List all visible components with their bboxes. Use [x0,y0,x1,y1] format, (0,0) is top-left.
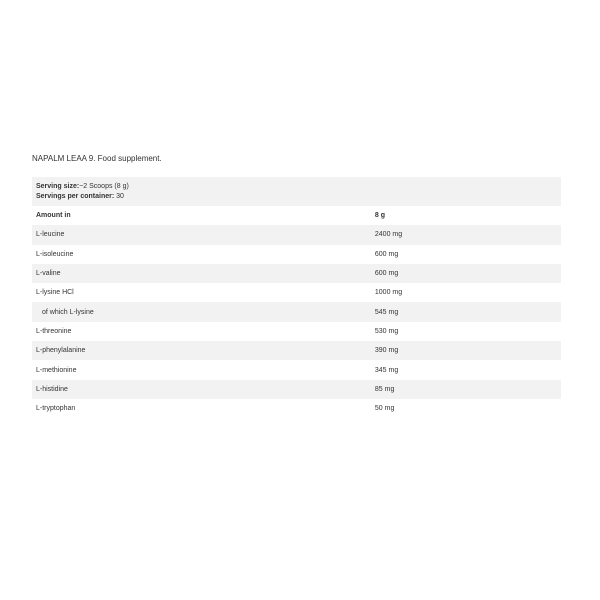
nutrient-name: L-leucine [32,225,371,244]
serving-size-value: ~2 Scoops (8 g) [79,182,129,190]
table-row [32,341,561,360]
serving-info-cell [32,177,561,206]
nutrient-name: L-threonine [36,327,72,335]
table-row [32,283,561,302]
servings-per-container-line [36,192,557,202]
servings-per-container-label: Servings per container: [36,192,115,200]
nutrient-name: L-lysine HCl [36,289,74,297]
table-row [32,380,561,399]
header-name-cell: Amount in [36,212,71,220]
serving-info-row [32,177,561,206]
nutrient-name: L-methionine [36,366,77,374]
nutrient-value: 2400 mg [371,225,561,244]
nutrient-value: 345 mg [374,366,399,374]
nutrient-value: 390 mg [371,341,561,360]
nutrient-value: 545 mg [371,302,561,321]
nutrient-value: 600 mg [371,264,561,283]
nutrition-facts-table [32,177,561,418]
table-header-row [32,206,561,225]
nutrient-value: 50 mg [374,405,395,413]
nutrient-name: L-phenylalanine [32,341,371,360]
table-row [32,399,561,418]
nutrient-name: of which L-lysine [32,302,371,321]
nutrient-value: 530 mg [374,327,399,335]
nutrient-value: 1000 mg [374,289,403,297]
table-row [32,245,561,264]
nutrient-value: 600 mg [374,250,399,258]
nutrient-name: L-tryptophan [36,405,76,413]
nutrient-name: L-histidine [32,380,371,399]
serving-size-label: Serving size: [36,182,80,190]
product-title: NAPALM LEAA 9. Food supplement. [32,154,162,163]
table-row [32,360,561,379]
nutrient-name: L-valine [32,264,371,283]
table-row [32,225,561,244]
nutrient-name: L-isoleucine [36,250,74,258]
header-value-cell: 8 g [374,212,386,220]
table-row [32,302,561,321]
nutrient-value: 85 mg [371,380,561,399]
table-row [32,322,561,341]
servings-per-container-value: 30 [116,192,124,200]
serving-size-line [36,182,557,192]
table-row [32,264,561,283]
